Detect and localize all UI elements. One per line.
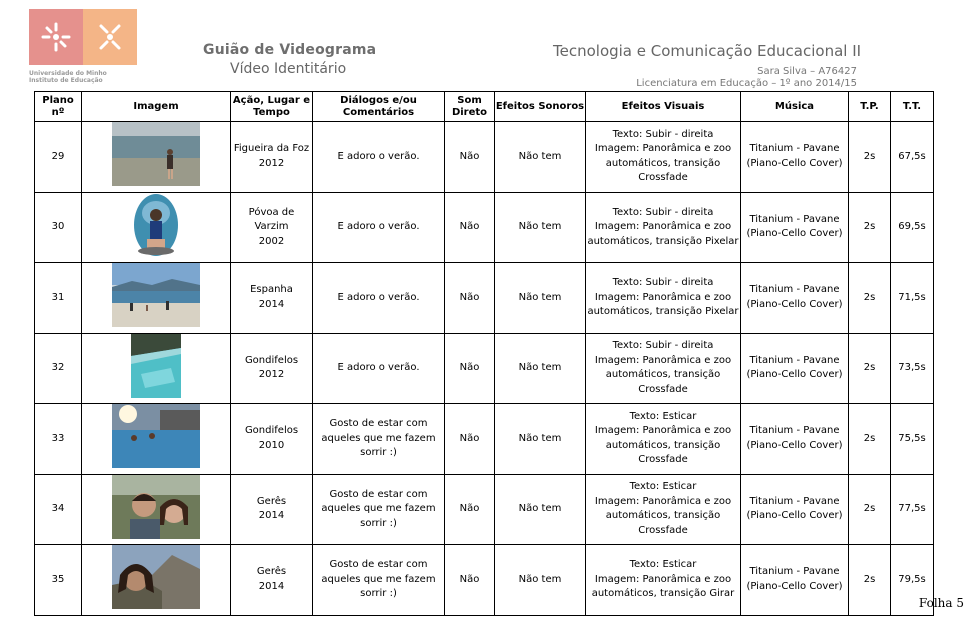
text-effect: Texto: Subir - direita [612,206,714,218]
cell-efeitos-sonoros: Não tem [495,474,586,545]
cell-image [82,404,231,475]
course-name: Tecnologia e Comunicação Educacional II [553,42,862,60]
cell-acao [231,333,313,404]
cell-dialogo: E adoro o verão. [313,192,445,263]
cell-musica: Titanium - Pavane (Piano-Cello Cover) [741,404,849,475]
cell-plano: 31 [35,263,82,334]
cell-acao [231,122,313,193]
cell-tp: 2s [849,404,891,475]
cell-musica: Titanium - Pavane (Piano-Cello Cover) [741,192,849,263]
year: 2010 [258,439,285,451]
cell-tt: 69,5s [891,192,934,263]
author-line: Sara Silva – A76427 [757,66,857,77]
place: Espanha [250,284,293,296]
place: Póvoa de Varzim [248,206,295,232]
table-row [35,333,934,404]
pool-photo-thumbnail [131,334,181,398]
header-musica: Música [741,92,849,122]
logo-caption [29,70,107,84]
cell-musica: Titanium - Pavane (Piano-Cello Cover) [741,263,849,334]
logo-left-panel [29,9,83,65]
cell-som-direto: Não [445,192,495,263]
image-effect: Imagem: Panorâmica e zoo automáticos, transição Pixelar [587,221,739,247]
cell-plano: 30 [35,192,82,263]
table-row [35,404,934,475]
cell-tt: 71,5s [891,263,934,334]
cell-efeitos-visuais [586,404,741,475]
year: 2012 [258,369,285,381]
header-imagem: Imagem [82,92,231,122]
table-row [35,122,934,193]
logo-caption-line1: Universidade do Minho [29,70,107,77]
cell-tp: 2s [849,122,891,193]
cell-musica: Titanium - Pavane (Piano-Cello Cover) [741,474,849,545]
table-row [35,474,934,545]
mountain-selfie-photo-thumbnail [112,545,200,609]
cell-som-direto: Não [445,122,495,193]
cell-acao [231,263,313,334]
year: 2002 [258,235,285,247]
image-effect: Imagem: Panorâmica e zoo automáticos, transição Girar [591,573,735,599]
cell-efeitos-visuais [586,122,741,193]
cell-image [82,263,231,334]
cell-plano: 33 [35,404,82,475]
cell-tt: 73,5s [891,333,934,404]
header-acao: Ação, Lugar e Tempo [231,92,313,122]
table-header-row [35,92,934,122]
cell-som-direto: Não [445,545,495,616]
image-effect: Imagem: Panorâmica e zoo automáticos, transição Crossfade [594,425,732,466]
cell-image [82,545,231,616]
cell-efeitos-sonoros: Não tem [495,122,586,193]
logo-right-panel [83,9,137,65]
cell-tp: 2s [849,263,891,334]
cell-som-direto: Não [445,404,495,475]
place: Figueira da Foz [233,143,310,155]
cell-acao [231,545,313,616]
cell-acao [231,474,313,545]
cell-efeitos-sonoros: Não tem [495,545,586,616]
header-efeitos-sonoros: Efeitos Sonoros [495,92,586,122]
text-effect: Texto: Esticar [629,410,697,422]
table-row [35,545,934,616]
spain-beach-photo-thumbnail [112,263,200,327]
place: Gondifelos [244,425,299,437]
cell-dialogo: Gosto de estar com aqueles que me fazem sorrir :) [313,474,445,545]
cell-dialogo: Gosto de estar com aqueles que me fazem sorrir :) [313,545,445,616]
child-pool-photo-thumbnail [133,193,179,257]
place: Gondifelos [244,354,299,366]
year: 2014 [258,580,285,592]
year: 2014 [258,510,285,522]
page-number: Folha 5 [918,596,964,610]
header-tp: T.P. [849,92,891,122]
cell-efeitos-visuais [586,192,741,263]
header-dialogos: Diálogos e/ou Comentários [313,92,445,122]
header-efeitos-visuais: Efeitos Visuais [586,92,741,122]
cell-tp: 2s [849,545,891,616]
cell-efeitos-visuais [586,263,741,334]
year: 2012 [258,157,285,169]
cell-som-direto: Não [445,263,495,334]
image-effect: Imagem: Panorâmica e zoo automáticos, transição Crossfade [594,495,732,536]
text-effect: Texto: Subir - direita [612,340,714,352]
logo-ie-symbol-icon [83,9,137,65]
cell-musica: Titanium - Pavane (Piano-Cello Cover) [741,122,849,193]
cell-efeitos-sonoros: Não tem [495,404,586,475]
cell-tt: 67,5s [891,122,934,193]
cell-image [82,192,231,263]
header-tt: T.T. [891,92,934,122]
text-effect: Texto: Subir - direita [612,128,714,140]
cell-image [82,474,231,545]
cell-dialogo: E adoro o verão. [313,263,445,334]
logo-symbol-icon [29,9,83,65]
videogram-table [34,91,934,616]
beach-photo-thumbnail [112,122,200,186]
cell-efeitos-visuais [586,545,741,616]
cell-tp: 2s [849,474,891,545]
cell-tt: 75,5s [891,404,934,475]
cell-plano: 34 [35,474,82,545]
cell-efeitos-sonoros: Não tem [495,263,586,334]
cell-plano: 29 [35,122,82,193]
cell-tp: 2s [849,192,891,263]
document-title: Guião de Videograma [203,42,377,58]
cell-efeitos-sonoros: Não tem [495,192,586,263]
cell-dialogo: E adoro o verão. [313,333,445,404]
cell-tt: 77,5s [891,474,934,545]
cell-efeitos-visuais [586,474,741,545]
text-effect: Texto: Esticar [629,559,697,570]
logo-caption-line2: Instituto de Educação [29,77,103,84]
cell-efeitos-sonoros: Não tem [495,333,586,404]
header-som-direto: Som Direto [445,92,495,122]
cell-dialogo: E adoro o verão. [313,122,445,193]
cell-efeitos-visuais [586,333,741,404]
place: Gerês [256,495,287,507]
table-row [35,263,934,334]
university-logo [29,9,137,65]
cell-acao [231,404,313,475]
document-subtitle: Vídeo Identitário [230,61,347,77]
text-effect: Texto: Subir - direita [612,277,714,288]
cell-tt: 79,5s [891,545,934,616]
place: Gerês [256,566,287,578]
cell-som-direto: Não [445,474,495,545]
cell-musica: Titanium - Pavane (Piano-Cello Cover) [741,333,849,404]
header-plano: Plano nº [35,92,82,122]
cell-dialogo: Gosto de estar com aqueles que me fazem sorrir :) [313,404,445,475]
cell-musica: Titanium - Pavane (Piano-Cello Cover) [741,545,849,616]
cell-plano: 35 [35,545,82,616]
cell-som-direto: Não [445,333,495,404]
cell-tp: 2s [849,333,891,404]
image-effect: Imagem: Panorâmica e zoo automáticos, transição Pixelar [587,291,739,317]
cell-image [82,122,231,193]
year: 2014 [258,298,285,310]
degree-line: Licenciatura em Educação – 1º ano 2014/15 [636,78,857,89]
cell-plano: 32 [35,333,82,404]
cell-acao [231,192,313,263]
text-effect: Texto: Esticar [629,481,697,493]
cell-image [82,333,231,404]
image-effect: Imagem: Panorâmica e zoo automáticos, transição Crossfade [594,143,732,184]
sunny-pool-photo-thumbnail [112,404,200,468]
image-effect: Imagem: Panorâmica e zoo automáticos, transição Crossfade [594,354,732,395]
selfie-photo-thumbnail [112,475,200,539]
table-row [35,192,934,263]
